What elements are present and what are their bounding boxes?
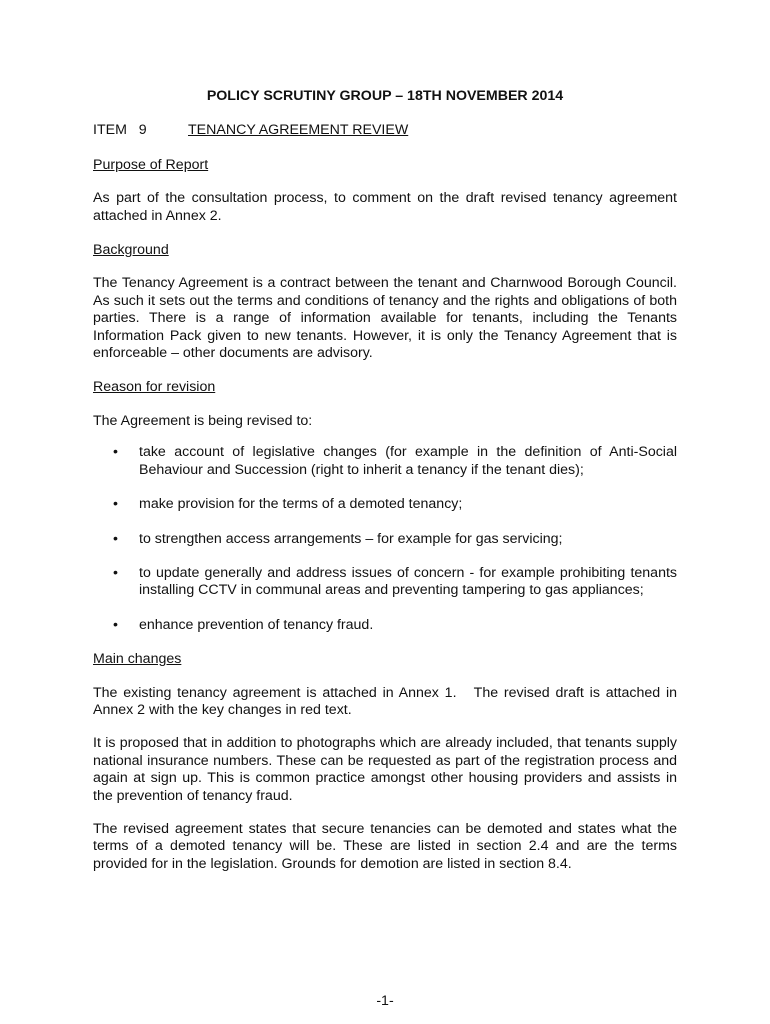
bullet-icon: • bbox=[113, 530, 118, 547]
list-item-text: make provision for the terms of a demoted tenancy; bbox=[139, 496, 463, 513]
list-item bbox=[93, 531, 677, 548]
list-item bbox=[93, 617, 677, 634]
background-heading: Background bbox=[93, 242, 169, 259]
list-item bbox=[93, 444, 677, 479]
item-number: ITEM 9 bbox=[93, 122, 147, 139]
list-item-text: enhance prevention of tenancy fraud. bbox=[139, 616, 374, 633]
background-text: The Tenancy Agreement is a contract between the tenant and Charnwood Borough Council. As such it sets out the terms and conditions of tenancy and the rights and obligations of both parties. There is a range of information available for tenants, including the Tenants Information Pack given to new tenants. However, it is only the Tenancy Agreement that is enforceable – other documents are advisory. bbox=[93, 275, 677, 362]
main-changes-paragraph: The existing tenancy agreement is attached in Annex 1. The revised draft is attached in Annex 2 with the key changes in red text. bbox=[93, 684, 681, 718]
bullet-icon: • bbox=[113, 616, 118, 633]
bullet-icon: • bbox=[113, 564, 118, 581]
list-item-text: take account of legislative changes (for example in the definition of Anti-Social Behaviour and Succession (right to inherit a tenancy if the tenant dies); bbox=[139, 444, 677, 478]
main-changes-paragraph: The revised agreement states that secure tenancies can be demoted and states what the terms of a demoted tenancy will be. These are listed in section 2.4 and are the terms provided for in the legislation. Grounds for demotion are listed in section 8.4. bbox=[93, 820, 677, 872]
item-line bbox=[93, 122, 677, 139]
document-page bbox=[93, 88, 681, 873]
bullet-icon: • bbox=[113, 496, 118, 513]
reason-intro: The Agreement is being revised to: bbox=[93, 412, 313, 429]
main-changes-heading: Main changes bbox=[93, 651, 182, 668]
list-item-text: to strengthen access arrangements – for example for gas servicing; bbox=[139, 530, 563, 547]
page-number: -1- bbox=[376, 993, 394, 1009]
main-changes-paragraph: It is proposed that in addition to photographs which are already included, that tenants supply national insurance numbers. These can be requested as part of the registration process and again at sign up. This is common practice amongst other housing providers and assists in the prevention of tenancy fraud. bbox=[93, 735, 677, 804]
item-heading: TENANCY AGREEMENT REVIEW bbox=[188, 122, 409, 139]
document-title: POLICY SCRUTINY GROUP – 18TH NOVEMBER 2014 bbox=[206, 88, 564, 104]
purpose-heading: Purpose of Report bbox=[93, 156, 209, 173]
reason-list bbox=[93, 444, 677, 634]
list-item bbox=[93, 496, 677, 513]
bullet-icon: • bbox=[113, 444, 118, 461]
list-item bbox=[93, 565, 677, 600]
reason-heading: Reason for revision bbox=[93, 379, 216, 396]
purpose-text: As part of the consultation process, to comment on the draft revised tenancy agreement attached in Annex 2. bbox=[93, 190, 677, 224]
list-item-text: to update generally and address issues of concern - for example prohibiting tenants installing CCTV in communal areas and preventing tampering to gas appliances; bbox=[139, 564, 677, 599]
